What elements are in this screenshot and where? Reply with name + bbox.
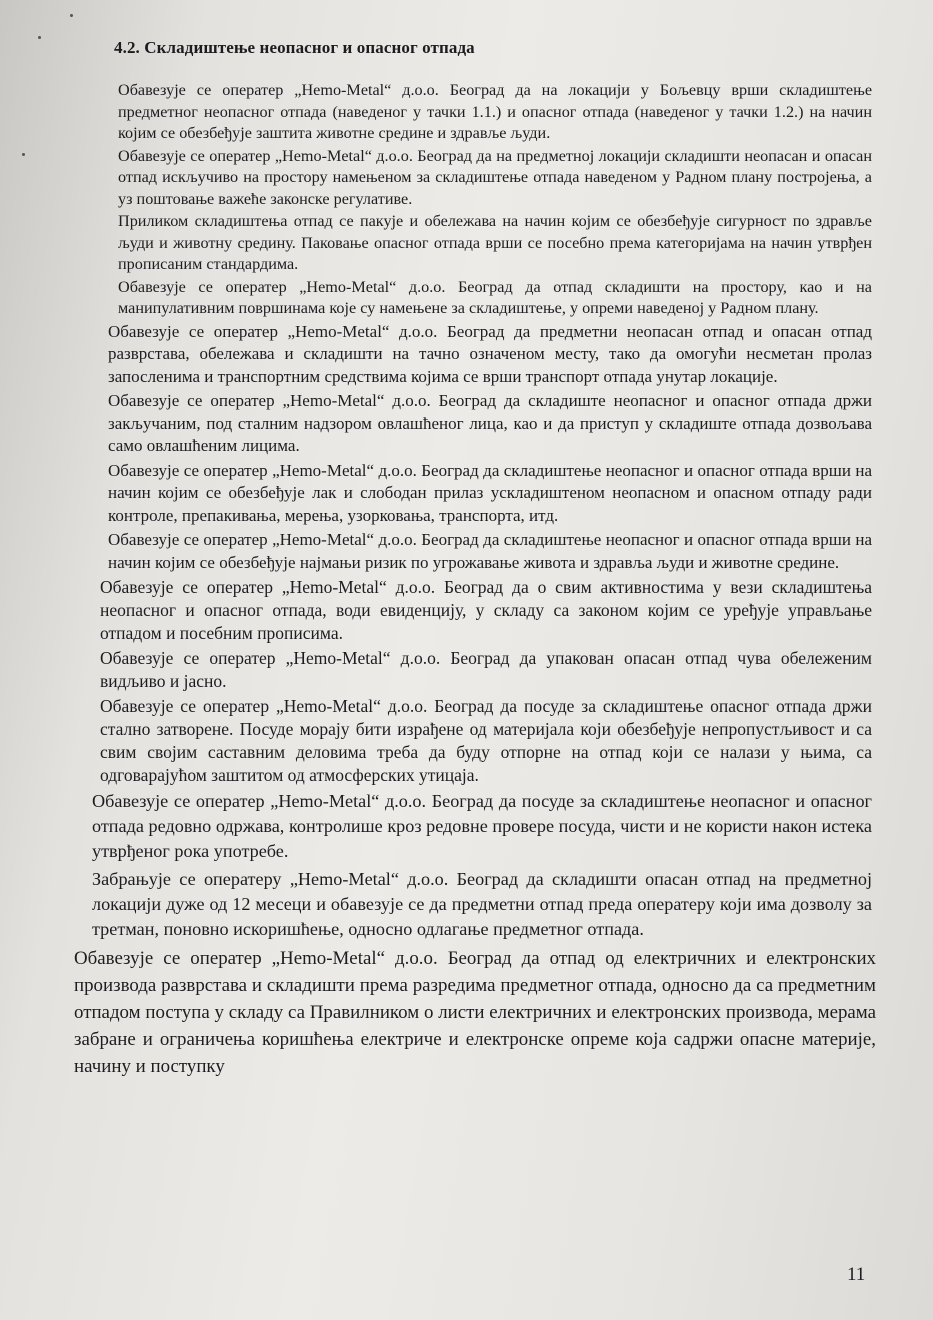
paragraph: Обавезује се оператер „Hemo-Metal“ д.о.о. Београд да упакован опасан отпад чува обележеним видљиво и јасно.: [100, 648, 872, 691]
paragraph: Приликом складиштења отпад се пакује и обележава на начин којим се обезбеђује сигурност по здравље људи и животну средину. Паковање опасног отпада врши се посебно према категоријама на начин утврђен прописаним стандардима.: [118, 212, 872, 273]
paragraph: Обавезује се оператер „Hemo-Metal“ д.о.о. Београд да на предметној локацији складишти неопасан и опасан отпад искључиво на простору намењеном за складиштење отпада наведеном у Радном плану постројења, а уз поштовање важеће законске регулативе.: [118, 146, 872, 208]
paragraph: Обавезује се оператер „Hemo-Metal“ д.о.о. Београд да о свим активностима у вези складиштења неопасног и опасног отпада, води евиденцију, у складу са законом којим се уређује управљање отпадом и посебним прописима.: [100, 577, 872, 643]
paragraph: Обавезује се оператер „Hemo-Metal“ д.о.о. Београд да предметни неопасан отпад и опасан отпад разврстава, обележава и складишти на тачно означеном месту, тако да омогући несметан пролаз запосленима и транспортним средствима којима се врши транспорт отпада унутар локације.: [108, 321, 872, 386]
paragraph: Обавезује се оператер „Hemo-Metal“ д.о.о. Београд да складиштење неопасног и опасног отпада врши на начин којим се обезбеђује лак и слободан прилаз ускладиштеном неопасном и опасном отпаду ради контроле, препакивања, мерења, узорковања, транспорта, итд.: [108, 460, 872, 525]
scan-speck: [22, 153, 25, 156]
scan-speck: [70, 14, 73, 17]
paragraph: Обавезује се оператер „Hemo-Metal“ д.о.о. Београд да складиште неопасног и опасног отпада држи закључаним, под сталним надзором овлашћеног лица, као и да приступ у складиште отпада дозвољава само овлашћеним лицима.: [108, 391, 872, 455]
paragraph: Обавезује се оператер „Hemo-Metal“ д.о.о. Београд да посуде за складиштење опасног отпада држи стално затворене. Посуде морају бити израђене од материјала који обезбеђује непропустљивост и са свим својим саставним деловима треба да буду отпорне на отпад који се налази у њима, са одговарајућом заштитом од атмосферских утицаја.: [100, 696, 872, 785]
paragraph: Обавезује се оператер „Hemo-Metal“ д.о.о. Београд да отпад од електричних и електронских производа разврстава и складишти према разредима предметног отпада, односно да са предметним отпадом поступа у складу са Правилником о листи електричних и електронских производа, мерама забране и ограничења коришћења електриче и електронске опреме која садржи опасне материје, начину и поступку: [74, 948, 876, 1077]
section-title: 4.2. Складиштење неопасног и опасног отпада: [114, 38, 475, 57]
paragraph: Обавезује се оператер „Hemo-Metal“ д.о.о. Београд да посуде за складиштење неопасног и опасног отпада редовно одржава, контролише кроз редовне провере посуда, чисти и не користи након истека утврђеног рока употребе.: [92, 791, 872, 861]
paragraph: Обавезује се оператер „Hemo-Metal“ д.о.о. Београд да на локацији у Бољевцу врши складиштење предметног неопасног отпада (наведеног у тачки 1.1.) и опасног отпада (наведеног у тачки 1.2.) на начин којим се обезбеђује заштита животне средине и здравље људи.: [118, 81, 872, 142]
paragraph: Обавезује се оператер „Hemo-Metal“ д.о.о. Београд да складиштење неопасног и опасног отпада врши на начин којим се обезбеђује најмањи ризик по угрожавање живота и здравља људи и животне средине.: [108, 530, 872, 572]
document-body: [74, 38, 876, 1080]
scan-speck: [38, 36, 41, 39]
page-number: 11: [847, 1264, 866, 1285]
paragraph: Обавезује се оператер „Hemo-Metal“ д.о.о. Београд да отпад складишти на простору, као и на манипулативним површинама које су намењене за складиштење, у опреми наведеној у Радном плану.: [118, 277, 872, 317]
paragraph: Забрањује се оператеру „Hemo-Metal“ д.о.о. Београд да складишти опасан отпад на предметној локацији дуже од 12 месеци и обавезује се да предметни отпад преда оператеру који има дозволу за третман, поновно искоришћење, односно одлагање предметног отпада.: [92, 869, 872, 939]
